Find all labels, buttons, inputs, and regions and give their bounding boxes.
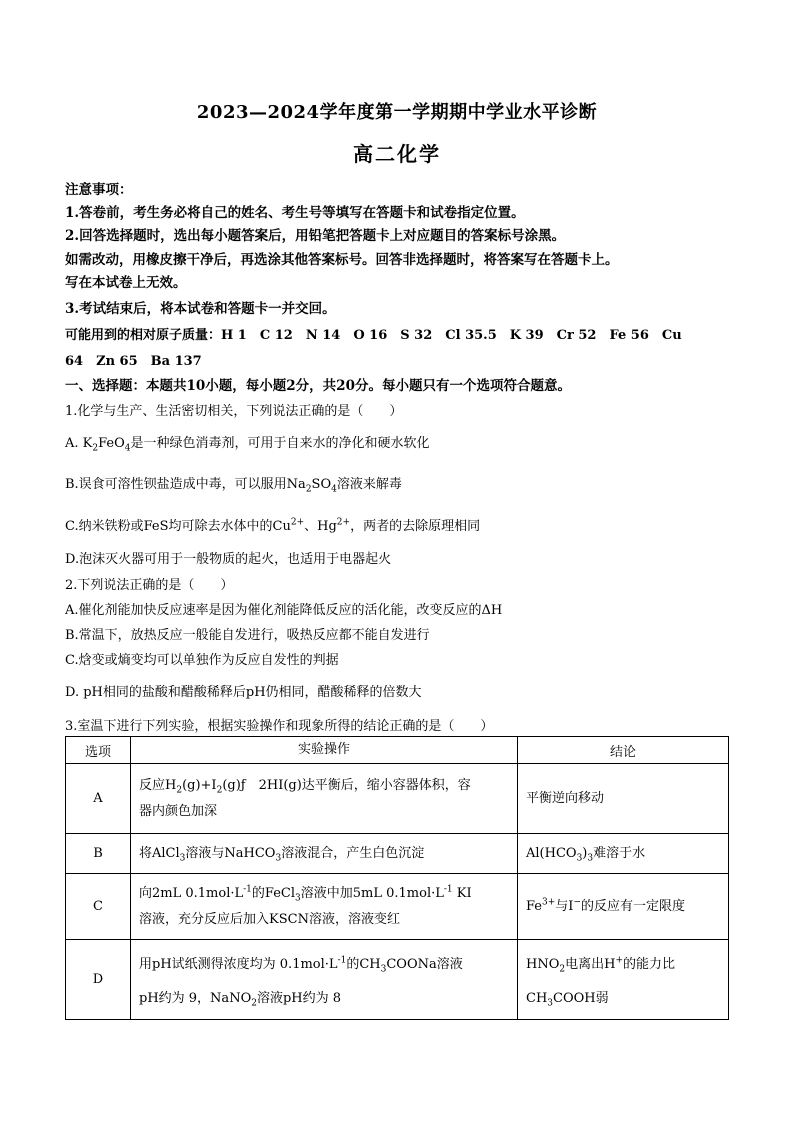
note-3: 3.考试结束后，将本试卷和答题卡一并交回。 [65,301,336,317]
row-operation: 用pH试纸测得浓度均为 $0.1mol\cdot L^{-1}$的$CH_3COONa$溶液 pH约为 9，NaNO$_2$溶液pH约为 8 [131,940,518,1020]
q2-option-d: D. pH相同的盐酸和醋酸稀释后pH仍相同，醋酸稀释的倍数大 [65,685,422,700]
row-option-label: D [66,940,131,1020]
q2-option-a: A.催化剂能加快反应速率是因为催化剂能降低反应的活化能，改变反应的ΔH [65,603,503,618]
row-conclusion: $HNO_2$电离出H+的能力比 $CH_3COOH$弱 [518,940,729,1020]
row-operation: 反应$H_2(g)+I_2(g)ƒ$ 2HI(g)达平衡后，缩小容器体积，容 器内颜色加深 [131,764,518,834]
header-option: 选项 [66,737,131,764]
exam-subject: 高二化学 [353,142,441,166]
table-row [66,834,729,874]
table-row [66,764,729,834]
note-2-line-1: 2.回答选择题时，选出每小题答案后，用铅笔把答题卡上对应题目的答案标号涂黑。 [65,228,566,244]
row-operation: 将AlCl$_3$溶液与NaHCO$_3$溶液混合，产生白色沉淀 [131,834,518,874]
row-operation: 向2mL $0.1mol\cdot L^{-1}$的FeCl$_3$溶液中加5mL $0.1mol\cdot L^{-1}$ KI 溶液，充分反应后加入KSCN溶液，溶液变红 [131,874,518,940]
q3-stem: 3.室温下进行下列实验，根据实验操作和现象所得的结论正确的是（ ） [65,719,494,734]
table-row [66,940,729,1020]
q2-stem: 2.下列说法正确的是（ ） [65,578,234,593]
header-conclusion: 结论 [518,737,729,764]
q1-option-a: A. $K_2FeO_4$是一种绿色消毒剂，可用于自来水的净化和硬水软化 [65,436,430,454]
header-operation: 实验操作 [131,737,518,764]
table-header-row [66,737,729,764]
q2-option-b: B.常温下，放热反应一般能自发进行，吸热反应都不能自发进行 [65,628,430,643]
q2-option-c: C.焓变或熵变均可以单独作为反应自发性的判据 [65,653,339,668]
row-conclusion: $Fe^{3+}$与I−的反应有一定限度 [518,874,729,940]
q3-experiment-table [65,736,729,1020]
q1-stem: 1.化学与生产、生活密切相关，下列说法正确的是（ ） [65,404,403,419]
row-conclusion: 平衡逆向移动 [518,764,729,834]
exam-title: 2023—2024学年度第一学期期中学业水平诊断 [196,102,598,123]
notes-heading: 注意事项： [65,182,133,198]
note-2-line-3: 写在本试卷上无效。 [65,275,187,291]
atomic-masses-line-2: 64 Zn 65 Ba 137 [65,354,202,369]
section-1-heading: 一、选择题：本题共10小题，每小题2分，共20分。每小题只有一个选项符合题意。 [65,378,571,394]
note-2-line-2: 如需改动，用橡皮擦干净后，再选涂其他答案标号。回答非选择题时，将答案写在答题卡上。 [65,252,619,268]
atomic-masses-line-1: 可能用到的相对原子质量：H 1 C 12 N 14 O 16 S 32 Cl 35.5 K 39 Cr 52 Fe 56 Cu [65,328,682,343]
note-1: 1.答卷前，考生务必将自己的姓名、考生号等填写在答题卡和试卷指定位置。 [65,205,525,221]
q1-option-d: D.泡沫灭火器可用于一般物质的起火，也适用于电器起火 [65,552,392,567]
row-option-label: C [66,874,131,940]
q1-option-c: C.纳米铁粉或FeS均可除去水体中的$Cu^{2+}$、$Hg^{2+}$，两者的去除原理相同 [65,517,481,534]
q1-option-b: B.误食可溶性钡盐造成中毒，可以服用$Na_2SO_4$溶液来解毒 [65,477,402,495]
row-option-label: B [66,834,131,874]
row-option-label: A [66,764,131,834]
table-row [66,874,729,940]
row-conclusion: $Al(HCO_3)_3$难溶于水 [518,834,729,874]
